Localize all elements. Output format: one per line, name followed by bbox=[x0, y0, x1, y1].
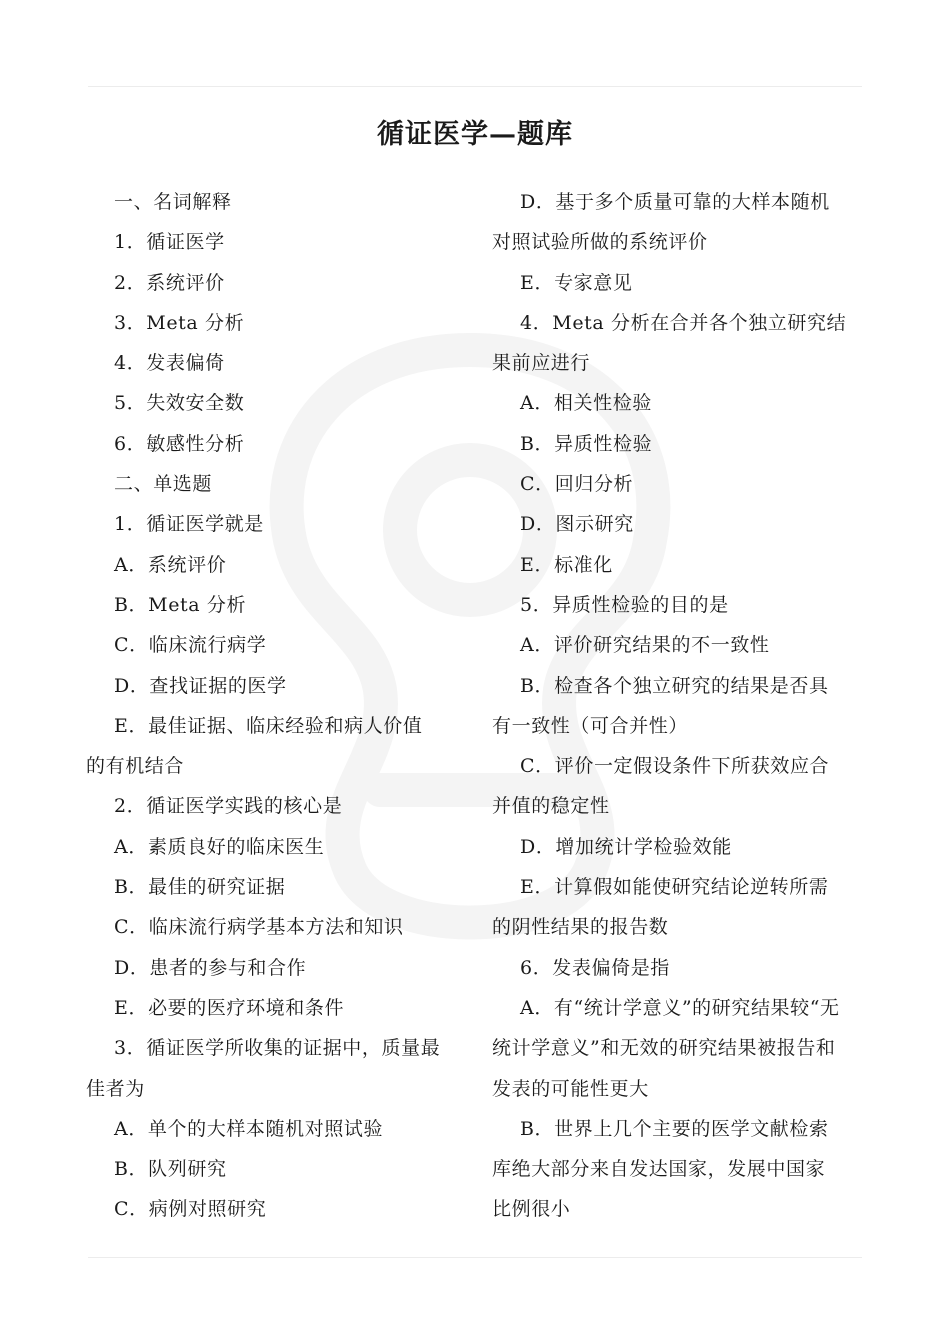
text-line: 2．循证医学实践的核心是 bbox=[114, 795, 343, 818]
text-line: 3．循证医学所收集的证据中，质量最 bbox=[114, 1037, 441, 1060]
text-line: A．有“统计学意义”的研究结果较“无 bbox=[520, 996, 840, 1019]
text-line: 4．Meta 分析在合并各个独立研究结 bbox=[520, 311, 847, 334]
text-line: A．相关性检验 bbox=[520, 392, 652, 415]
footer-rule bbox=[88, 1257, 862, 1258]
text-line: D．基于多个质量可靠的大样本随机 bbox=[520, 191, 830, 213]
text-line: 一、名词解释 bbox=[114, 191, 232, 213]
text-line: A．单个的大样本随机对照试验 bbox=[114, 1117, 384, 1140]
text-line: 1．循证医学 bbox=[114, 231, 225, 254]
text-line: 6．发表偏倚是指 bbox=[520, 956, 670, 979]
text-line: C．评价一定假设条件下所获效应合 bbox=[520, 755, 830, 778]
text-line: 6．敏感性分析 bbox=[114, 432, 245, 455]
text-line: 的有机结合 bbox=[86, 755, 185, 778]
text-line: 4．发表偏倚 bbox=[114, 352, 225, 375]
text-line: 2．系统评价 bbox=[114, 271, 225, 294]
text-line: D．增加统计学检验效能 bbox=[520, 835, 732, 858]
text-line: A．素质良好的临床医生 bbox=[114, 835, 325, 858]
text-line: 库绝大部分来自发达国家，发展中国家 bbox=[492, 1158, 826, 1181]
text-line: B．队列研究 bbox=[114, 1158, 227, 1181]
text-line: B．最佳的研究证据 bbox=[114, 876, 286, 899]
text-line: A．系统评价 bbox=[114, 553, 227, 576]
text-line: 二、单选题 bbox=[114, 473, 213, 496]
text-line: D．图示研究 bbox=[520, 513, 634, 536]
right-column bbox=[492, 182, 864, 1230]
text-line: B．Meta 分析 bbox=[114, 593, 247, 616]
text-line: E．计算假如能使研究结论逆转所需 bbox=[520, 876, 829, 899]
text-line: 并值的稳定性 bbox=[492, 795, 610, 818]
text-line: 发表的可能性更大 bbox=[492, 1077, 649, 1100]
text-line: 3．Meta 分析 bbox=[114, 311, 245, 334]
text-line: 佳者为 bbox=[86, 1077, 145, 1100]
text-line: C．病例对照研究 bbox=[114, 1198, 267, 1221]
text-line: C．临床流行病学 bbox=[114, 634, 267, 657]
text-line: E．标准化 bbox=[520, 553, 613, 576]
text-line: 有一致性（可合并性） bbox=[492, 714, 689, 737]
text-line: D．查找证据的医学 bbox=[114, 674, 287, 697]
left-column bbox=[86, 182, 466, 1230]
text-line: E．必要的医疗环境和条件 bbox=[114, 996, 345, 1019]
text-line: E．最佳证据、临床经验和病人价值 bbox=[114, 714, 423, 737]
text-line: 对照试验所做的系统评价 bbox=[492, 231, 708, 254]
text-line: C．回归分析 bbox=[520, 473, 634, 496]
text-line: 的阴性结果的报告数 bbox=[492, 916, 669, 939]
text-line: 1．循证医学就是 bbox=[114, 513, 264, 536]
text-line: E．专家意见 bbox=[520, 271, 633, 294]
text-line: 比例很小 bbox=[492, 1198, 571, 1221]
text-line: C．临床流行病学基本方法和知识 bbox=[114, 916, 404, 939]
text-line: B．异质性检验 bbox=[520, 432, 653, 455]
text-line: 果前应进行 bbox=[492, 352, 591, 375]
text-line: 统计学意义”和无效的研究结果被报告和 bbox=[492, 1037, 836, 1060]
text-line: 5．失效安全数 bbox=[114, 392, 245, 415]
text-line: B．检查各个独立研究的结果是否具 bbox=[520, 674, 829, 697]
text-line: A．评价研究结果的不一致性 bbox=[520, 634, 770, 657]
header-rule bbox=[88, 86, 862, 87]
text-line: 5．异质性检验的目的是 bbox=[520, 593, 729, 616]
page-title: 循证医学—题库 bbox=[377, 119, 573, 150]
text-line: D．患者的参与和合作 bbox=[114, 956, 307, 979]
text-line: B．世界上几个主要的医学文献检索 bbox=[520, 1117, 829, 1140]
